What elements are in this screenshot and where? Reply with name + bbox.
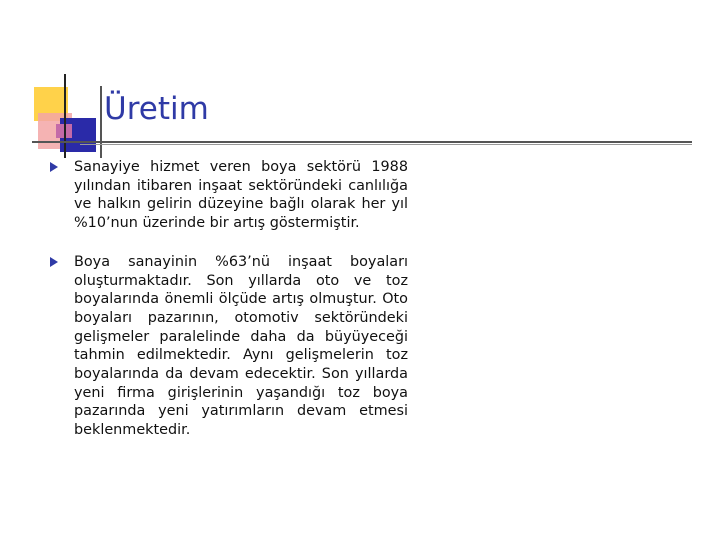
bullet-arrow-icon <box>50 162 58 172</box>
decor-vertical-line <box>64 74 66 158</box>
bullet-text: Boya sanayinin %63’nü inşaat boyaları oluşturmaktadır. Son yıllarda oto ve toz boyalarında önemli ölçüde artış olmuştur. Oto boyaları pazarının, otomotiv sektöründeki gelişmeler paralelinde daha da büyüyeceği tahmin edilmektedir. Aynı gelişmelerin toz boyalarında da devam edecektir. Son yıllarda yeni firma girişlerinin yaşandığı toz boya pazarında yeni yatırımların devam etmesi beklenmektedir. <box>74 253 408 439</box>
bullet-item <box>48 253 408 440</box>
decor-horizontal-line <box>32 141 692 143</box>
decor-vertical-line-2 <box>100 86 102 158</box>
bullet-arrow-icon <box>50 257 58 267</box>
bullet-text: Sanayiye hizmet veren boya sektörü 1988 yılından itibaren inşaat sektöründeki canlılığa ve halkın gelirin düzeyine bağlı olarak her yıl %10’nun üzerinde bir artış göstermiştir. <box>74 159 408 232</box>
decor-horizontal-line-2 <box>80 144 692 145</box>
bullet-item <box>48 158 408 233</box>
slide-content <box>48 158 408 460</box>
slide-title: Üretim <box>104 91 209 127</box>
